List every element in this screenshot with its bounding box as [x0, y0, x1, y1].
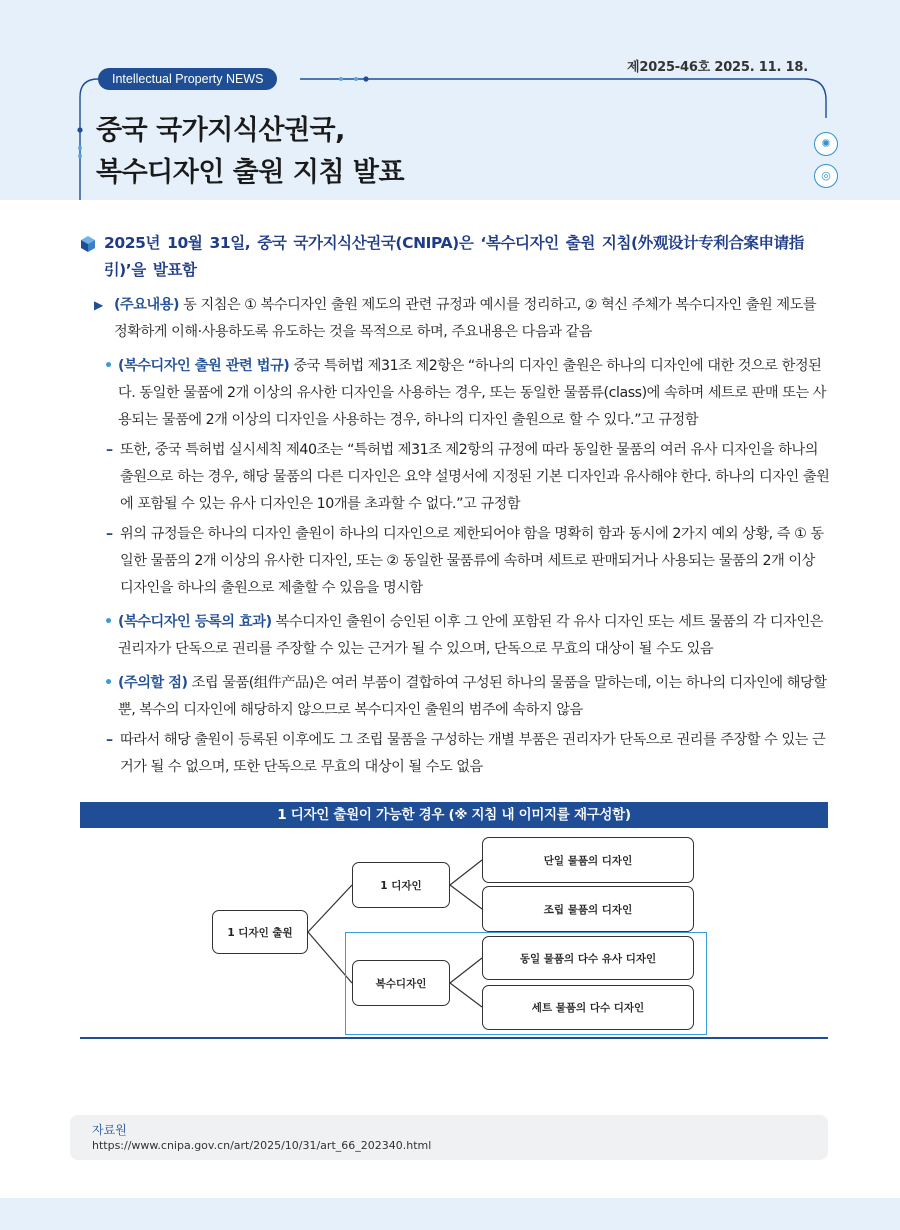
- diagram-single-design-node: 1 디자인: [352, 862, 450, 908]
- issue-number: 제2025-46호 2025. 11. 18.: [627, 60, 808, 75]
- newsletter-badge: Intellectual Property NEWS: [98, 68, 277, 90]
- point-law-sub-1-text: 또한, 중국 특허법 실시세칙 제40조는 “특허법 제31조 제2항의 규정에 따라 동일한 물품의 여러 유사 디자인을 하나의 출원으로 하는 경우, 해당 물품의 다른 디자인은 요약 설명서에 지정된 기본 디자인과 유사해야 한다. 하나의 디자인 출원에 포함될 수 있는 유사 디자인은 10개를 초과할 수 없다.”고 규정함: [120, 442, 830, 512]
- point-effect-text: 복수디자인 출원이 승인된 이후 그 안에 포함된 각 유사 디자인 또는 세트 물품의 각 디자인은 권리자가 단독으로 권리를 주장할 수 있는 근거가 될 수 있으며, 단독으로 무효의 대상이 될 수도 있음: [118, 614, 823, 657]
- figure-bottom-rule: [80, 1037, 828, 1039]
- point-law-text: 중국 특허법 제31조 제2항은 “하나의 디자인 출원은 하나의 디자인에 대한 것으로 한정된다. 동일한 물품에 2개 이상의 유사한 디자인을 사용하는 경우, 또는 동일한 물품류(class)에 속하며 세트로 판매 또는 사용되는 물품에 2개 이상의 디자인을 사용하는 경우, 하나의 디자인 출원으로 할 수 있다.”고 규정함: [118, 358, 827, 428]
- main-content-text: 동 지침은 ① 복수디자인 출원 제도의 관련 규정과 예시를 정리하고, ② 혁신 주체가 복수디자인 출원 제도를 정확하게 이해·사용하도록 유도하는 것을 목적으로 하며, 주요내용은 다음과 같음: [114, 297, 817, 340]
- dash-bullet-icon: –: [106, 732, 113, 748]
- dot-bullet-icon: •: [104, 675, 113, 691]
- title-line-1: 중국 국가지식산권국,: [96, 115, 345, 146]
- point-law-sub-2-text: 위의 규정들은 하나의 디자인 출원이 하나의 디자인으로 제한되어야 함을 명확히 함과 동시에 2가지 예외 상황, 즉 ① 동일한 물품의 2개 이상의 유사한 디자인, 또는 ② 동일한 물품류에 속하며 세트로 판매되거나 사용되는 물품의 2개 이상 디자인을 하나의 출원으로 제출할 수 있음을 명시함: [120, 526, 824, 596]
- source-label: 자료원: [92, 1123, 127, 1137]
- point-effect-label: (복수디자인 등록의 효과): [118, 614, 272, 630]
- arrow-bullet-icon: ▶: [94, 298, 103, 312]
- diagram-leaf-set: 세트 물품의 다수 디자인: [482, 985, 694, 1030]
- diagram-root-node: 1 디자인 출원: [212, 910, 308, 954]
- figure-title: 1 디자인 출원이 가능한 경우 (※ 지침 내 이미지를 재구성함): [80, 802, 828, 828]
- lightbulb-icon: ✺: [814, 132, 838, 156]
- source-url[interactable]: https://www.cnipa.gov.cn/art/2025/10/31/art_66_202340.html: [92, 1139, 432, 1152]
- main-content-label: (주요내용): [114, 297, 180, 313]
- dash-bullet-icon: –: [106, 526, 113, 542]
- diagram-multi-design-node: 복수디자인: [352, 960, 450, 1006]
- point-law-label: (복수디자인 출원 관련 법규): [118, 358, 290, 374]
- point-caution-sub-1-text: 따라서 해당 출원이 등록된 이후에도 그 조립 물품을 구성하는 개별 부품은 권리자가 단독으로 권리를 주장할 수 있는 근거가 될 수 없으며, 또한 단독으로 무효의 대상이 될 수도 없음: [120, 732, 826, 775]
- dash-bullet-icon: –: [106, 442, 113, 458]
- globe-icon: ◎: [814, 164, 838, 188]
- title-line-2: 복수디자인 출원 지침 발표: [96, 157, 405, 188]
- source-box: [70, 1115, 828, 1160]
- diagram-leaf-single-item: 단일 물품의 디자인: [482, 837, 694, 883]
- diagram-leaf-similar: 동일 물품의 다수 유사 디자인: [482, 936, 694, 980]
- lead-text: 2025년 10월 31일, 중국 국가지식산권국(CNIPA)은 ‘복수디자인 출원 지침(外观设计专利合案申请指引)’을 발표함: [104, 234, 804, 279]
- dot-bullet-icon: •: [104, 614, 113, 630]
- point-caution-label: (주의할 점): [118, 675, 188, 691]
- point-caution-text: 조립 물품(组件产品)은 여러 부품이 결합하여 구성된 하나의 물품을 말하는데, 이는 하나의 디자인에 해당할 뿐, 복수의 디자인에 해당하지 않으므로 복수디자인 출원의 범주에 속하지 않음: [118, 675, 827, 718]
- diagram-leaf-assembly: 조립 물품의 디자인: [482, 886, 694, 932]
- dot-bullet-icon: •: [104, 358, 113, 374]
